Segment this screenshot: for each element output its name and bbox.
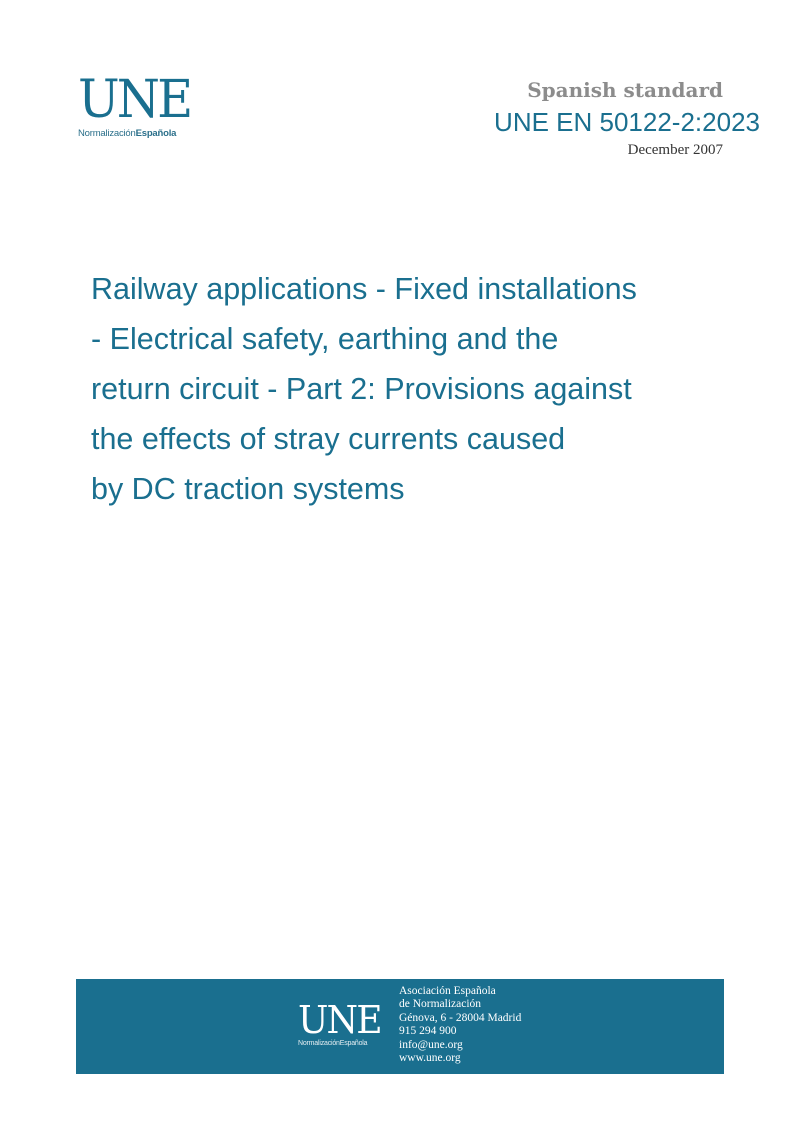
document-title [91,264,731,514]
title-line: the effects of stray currents caused [91,422,566,456]
footer-une-logo [298,998,388,1047]
footer-band [76,979,724,1074]
phone-number: 915 294 900 [399,1025,457,1038]
une-logo [78,70,194,139]
standard-label: Spanish standard [527,78,723,102]
org-name-line: Asociación Española [399,985,496,997]
org-name-line: de Normalización [399,998,482,1011]
footer-logo-mark: UNE [298,998,381,1042]
logo-tagline-normalizacion: Normalización [78,128,136,139]
footer-logo-tagline-espanola: Española [339,1040,368,1047]
website-url: www.une.org [399,1052,461,1065]
title-line: return circuit - Part 2: Provisions against [91,372,632,406]
logo-tagline-espanola: Española [135,128,177,139]
footer-logo-tagline-normalizacion: Normalización [298,1040,340,1047]
email-address: info@une.org [399,1038,463,1051]
title-line: by DC traction systems [91,472,405,506]
title-line: - Electrical safety, earthing and the [91,322,559,356]
title-line: Railway applications - Fixed installations [91,272,637,306]
standard-code: UNE EN 50122-2:2023 [494,107,760,137]
logo-mark: UNE [78,70,191,130]
standard-date: December 2007 [627,142,723,158]
footer-address [399,985,521,1065]
street-address: Génova, 6 - 28004 Madrid [399,1011,522,1024]
